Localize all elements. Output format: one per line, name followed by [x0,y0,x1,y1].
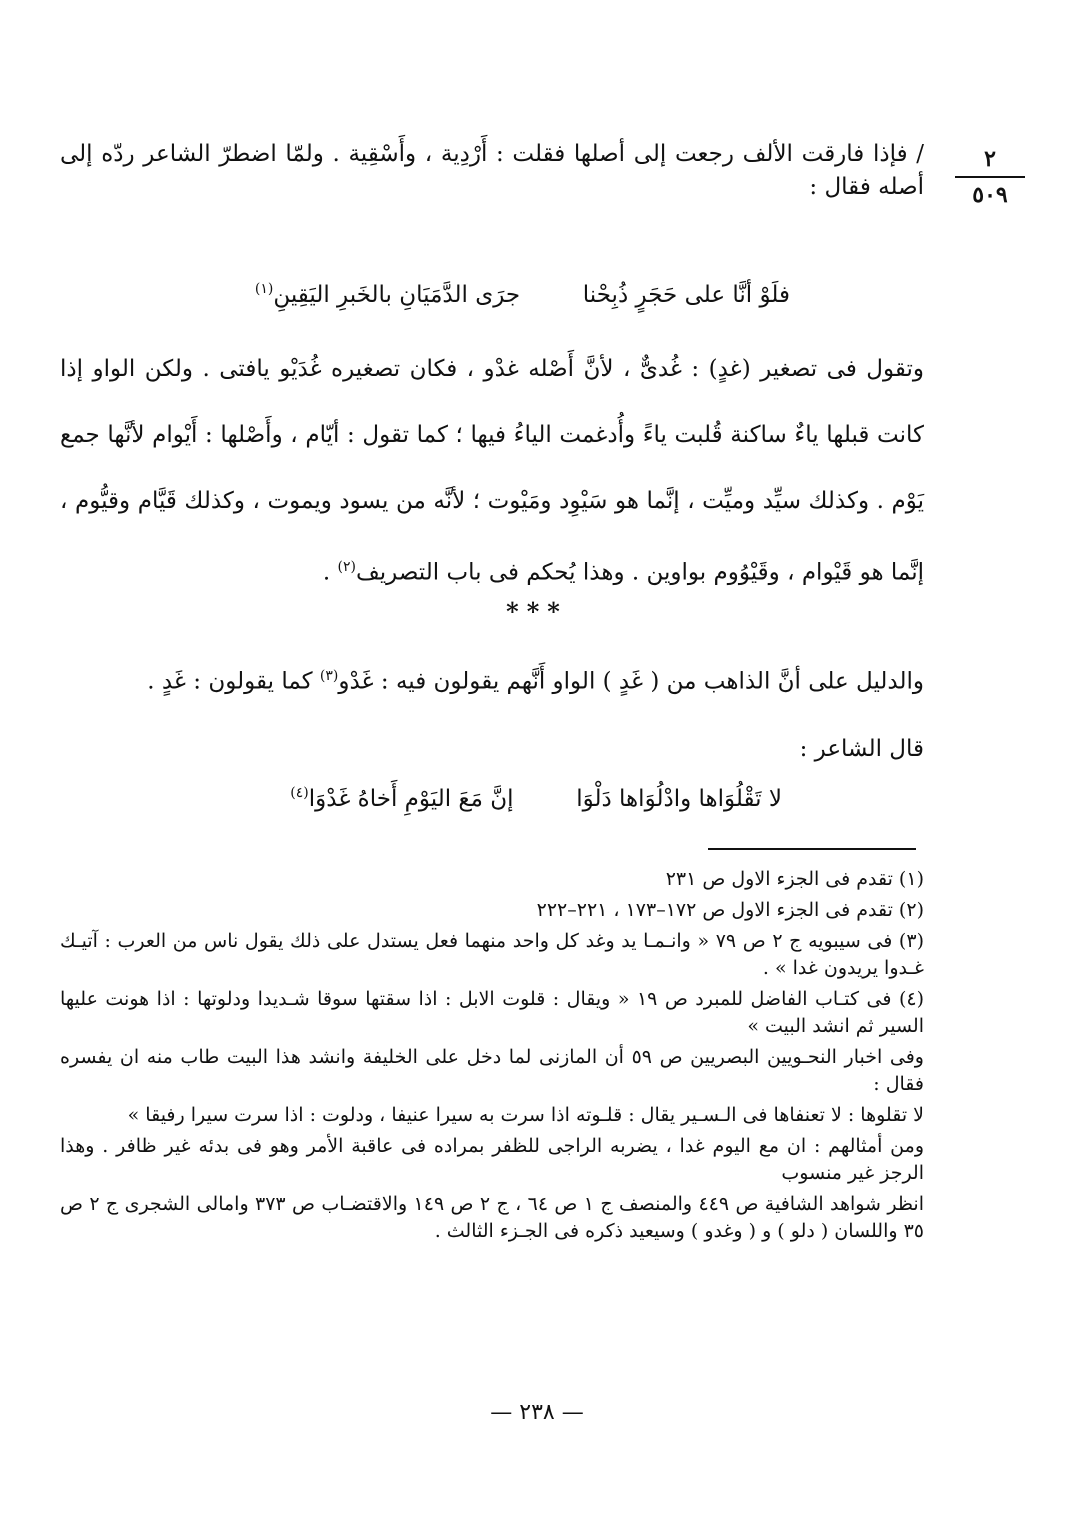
footnotes [60,866,924,1249]
page-number: — ٢٣٨ — [490,1400,584,1425]
verse-1 [230,272,790,312]
verse-1-second-hemistich: جرَى الدَّمَيَانِ بالخَبرِ اليَقِينِ [273,281,521,308]
paragraph-3-footnote-marker: (٣) [319,668,339,684]
paragraph-3-block [60,660,924,794]
footnote-4-continuation-3: ومن أمثالهم : ان مع اليوم غدا ، يضربه الراجى للظفر بمراده فى عاقبة الأمر وهو فى بدئه غير ظافر . وهذا الرجز غير منسوب [60,1135,924,1184]
paragraph-2-block [60,336,924,634]
footnote-4-continuation-4: انظر شواهد الشافية ص ٤٤٩ والمنصف ج ١ ص ٦٤ ، ج ٢ ص ١٤٩ والاقتضـاب ص ٣٧٣ وامالى الشجرى ج ٢ ص ٣٥ واللسان ( دلو ) و ( وغدو ) وسيعيد ذكره فى الجـزء الثالث . [60,1193,924,1242]
verse-1-footnote-marker: (١) [254,281,274,297]
margin-page-reference [955,144,1025,210]
verse-2-first-hemistich: لا تَقْلُوَاها وادْلُوَاها دَلْوَا [576,785,782,812]
footnote-separator [708,848,916,850]
paragraph-3-end: كما يقولون : غَدٍ . [147,668,320,695]
section-separator-stars: *** [506,597,568,626]
paragraph-1: / فإذا فارقت الألف رجعت إلى أصلها فقلت : أَرْدِية ، وأَسْقِية . ولمّا اضطرّ الشاعر ردّه إلى أصله فقال : [60,141,924,200]
verse-2 [222,776,782,816]
verse-2-footnote-marker: (٤) [290,785,309,801]
footnote-4-continuation-1: وفى اخبار النحـويين البصريين ص ٥٩ أن المازنى لما دخل على الخليفة وانشد هذا البيت طاب منه ان يفسره فقال : [60,1046,924,1095]
footnote-4-continuation-2: لا تقلوها : لا تعنفاها فى الـسـير يقال : قلـوته اذا سرت به سيرا عنيفا ، ودلوت : اذا سرت سيرا رفيقا » [127,1104,924,1126]
footnote-2: (٢) تقدم فى الجزء الاول ص ١٧٢–١٧٣ ، ٢٢١–٢٢٢ [536,899,924,921]
footnote-1: (١) تقدم فى الجزء الاول ص ٢٣١ [665,868,924,890]
footnote-4: (٤) فى كتـاب الفاضل للمبرد ص ١٩ « ويقال : قلوت الابل : اذا سقتها سوقا شـديدا ودلوتها : اذا هونت عليها السير ثم انشد البيت » [60,988,924,1037]
verse-2-second-hemistich: إنَّ مَعَ اليَوْمِ أَخاهُ غَدْوَا [308,785,514,812]
poet-intro: قال الشاعر : [799,735,924,762]
paragraph-2-text: وتقول فى تصغير (غدٍ) : غُدىٌّ ، لأنَّ أَصْله غدْو ، فكان تصغيره غُدَيْو يافتى . ولكن الواو إذا كانت قبلها ياءٌ ساكنة قُلبت ياءً وأُدغمت الياءُ فيها ؛ كما تقول : أيّام ، وأَصْلها : أَيْوام لأنَّها جمع يَوْم . وكذلك سيِّد وميِّت ، إنَّما هو سَيْوِد ومَيْوت ؛ لأنَّه من يسود ويموت ، وكذلك قَيَّام وقيُّوم ، إنَّما هو قَيْوام ، وقَيْوُوم بواوين . وهذا يُحكم فى باب التصريف [60,356,924,586]
paragraph-2 [60,336,924,606]
footnote-3: (٣) فى سيبويه ج ٢ ص ٧٩ « وانـمـا يد وغد كل واحد منهما فعل يستدل على ذلك يقول ناس من العرب : آتيـك غـدوا يريدون غدا » . [60,930,924,979]
main-text [60,138,924,214]
paragraph-2-footnote-marker: (٢) [337,559,356,575]
margin-reference-top: ٢ [955,144,1025,178]
paragraph-3-text: والدليل على أنَّ الذاهب من ( غَدٍ ) الواو أَنَّهم يقولون فيه : غَدْو [338,668,924,695]
paragraph-2-end: . [322,559,338,586]
margin-reference-bottom: ٥٠٩ [972,182,1008,208]
verse-1-first-hemistich: فلَوْ أنَّا على حَجَرٍ ذُبِحْنا [582,281,790,308]
paragraph-3 [60,660,924,699]
